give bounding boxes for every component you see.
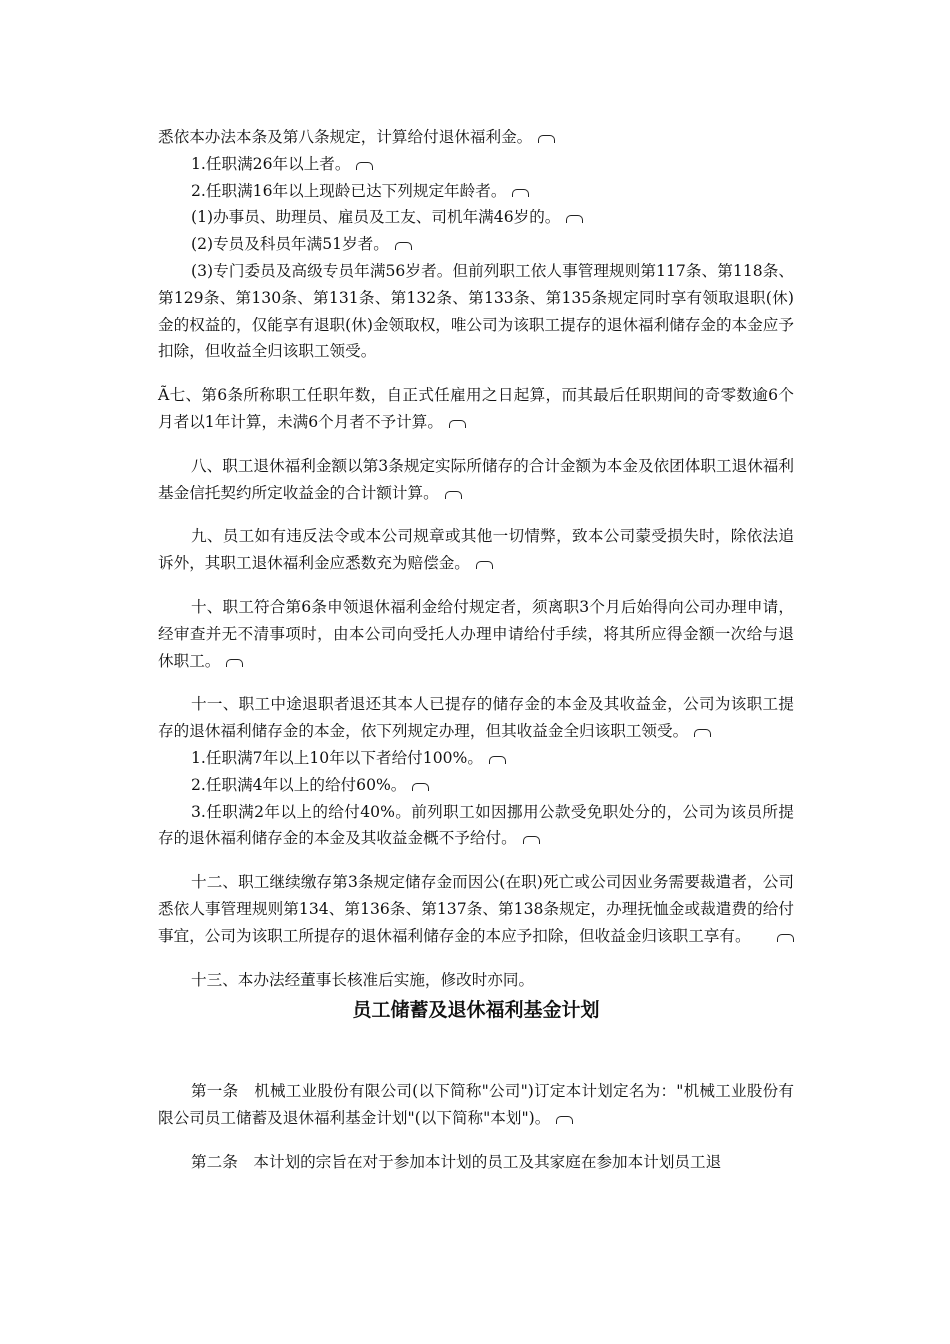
list-item: 2.任职满4年以上的给付60%。 (158, 772, 794, 799)
paragraph-mark-icon (777, 934, 794, 942)
paragraph-mark-icon (538, 135, 555, 143)
paragraph-mark-icon (476, 561, 493, 569)
paragraph: 悉依本办法本条及第八条规定，计算给付退休福利金。 (158, 124, 794, 151)
paragraph: 十一、职工中途退职者退还其本人已提存的储存金的本金及其收益金，公司为该职工提存的退休福利储存金的本金，依下列规定办理，但其收益金全归该职工领受。 (158, 695, 794, 741)
paragraph: 十二、职工继续缴存第3条规定储存金而因公(在职)死亡或公司因业务需要裁遣者，公司悉依人事管理规则第134、第136条、第137条、第138条规定，办理抚恤金或裁遣费的给付事宜，公司为该职工所提存的退休福利储存金的本应予扣除，但收益金归该职工享有。 (158, 873, 794, 945)
list-item: 1.任职满7年以上10年以下者给付100%。 (158, 745, 794, 772)
paragraph-mark-icon (449, 420, 466, 428)
list-item: 3.任职满2年以上的给付40%。前列职工如因挪用公款受免职处分的，公司为该员所提存的退休福利储存金的本金及其收益金概不予给付。 (158, 802, 794, 848)
list-item: 2.任职满16年以上现龄已达下列规定年龄者。 (158, 178, 794, 205)
paragraph-mark-icon (566, 215, 583, 223)
paragraph-mark-icon (445, 491, 462, 499)
paragraph-mark-icon (523, 836, 540, 844)
paragraph: 九、员工如有违反法令或本公司规章或其他一切情弊，致本公司蒙受损失时，除依法追诉外，其职工退休福利金应悉数充为赔偿金。 (158, 527, 794, 573)
paragraph-mark-icon (489, 756, 506, 764)
paragraph-mark-icon (356, 162, 373, 170)
paragraph: 十三、本办法经董事长核准后实施，修改时亦同。 (191, 970, 535, 989)
paragraph: 八、职工退休福利金额以第3条规定实际所储存的合计金额为本金及依团体职工退休福利基金信托契约所定收益金的合计额计算。 (158, 456, 794, 502)
document-page (158, 124, 794, 1176)
section-title: 员工储蓄及退休福利基金计划 (352, 999, 600, 1022)
paragraph: 十、职工符合第6条申领退休福利金给付规定者，须离职3个月后始得向公司办理申请，经审查并无不清事项时，由本公司向受托人办理申请给付手续，将其所应得金额一次给与退休职工。 (158, 597, 794, 670)
list-item: (2)专员及科员年满51岁者。 (158, 231, 794, 258)
list-item: (3)专门委员及高级专员年满56岁者。但前列职工依人事管理规则第117条、第118条、第129条、第130条、第131条、第132条、第133条、第135条规定同时享有领取退职(休)金的权益的，仅能享有退职(休)金领取权，唯公司为该职工提存的退休福利储存金的本金应予扣除，但收益全归该职工领受。 (158, 261, 794, 361)
paragraph-mark-icon (694, 729, 711, 737)
paragraph-mark-icon (512, 189, 529, 197)
paragraph-mark-icon (556, 1116, 573, 1124)
list-item: (1)办事员、助理员、雇员及工友、司机年满46岁的。 (158, 204, 794, 231)
list-item: 1.任职满26年以上者。 (158, 151, 794, 178)
paragraph: Ã七、第6条所称职工任职年数，自正式任雇用之日起算，而其最后任职期间的奇零数逾6个月者以1年计算，未满6个月者不予计算。 (158, 386, 794, 431)
paragraph-mark-icon (412, 783, 429, 791)
paragraph-mark-icon (395, 242, 412, 250)
article-paragraph: 第一条 机械工业股份有限公司(以下简称"公司")订定本计划定名为："机械工业股份有限公司员工储蓄及退休福利基金计划"(以下简称"本划")。 (158, 1082, 794, 1128)
article-paragraph: 第二条 本计划的宗旨在对于参加本计划的员工及其家庭在参加本计划员工退 (191, 1152, 722, 1171)
paragraph-mark-icon (226, 659, 243, 667)
